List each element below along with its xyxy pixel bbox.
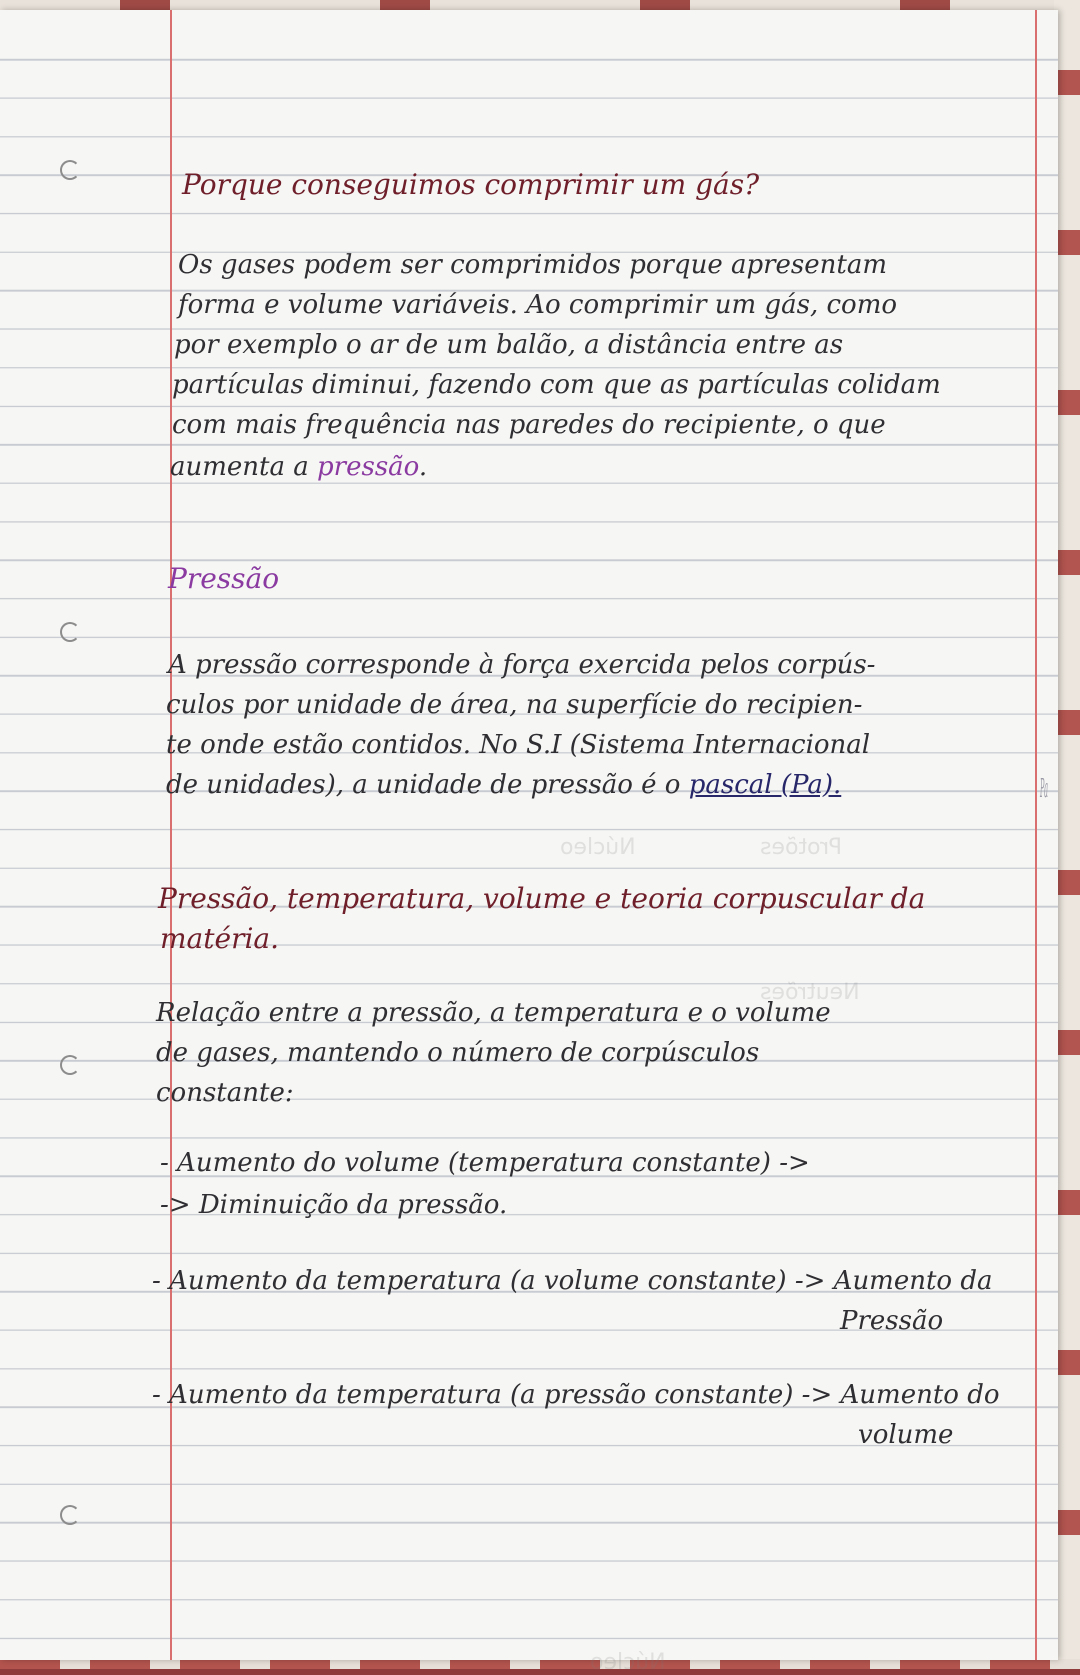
paragraph-line: te onde estão contidos. No S.I (Sistema Internacional	[166, 730, 871, 760]
paragraph-text: de unidades), a unidade de pressão é o	[166, 770, 689, 800]
paragraph-line: forma e volume variáveis. Ao comprimir um gás, como	[178, 290, 897, 320]
paragraph-line: de gases, mantendo o número de corpúsculos	[156, 1038, 760, 1068]
paragraph-line	[166, 770, 841, 800]
paragraph-text: aumenta a	[170, 452, 318, 482]
surface-bottom-edge	[0, 1659, 1080, 1669]
binder-hole	[60, 160, 80, 180]
paragraph-line	[170, 452, 427, 482]
margin-note: Pa	[1040, 774, 1048, 804]
bleed-through-text: Protões	[760, 835, 842, 860]
paragraph-line: constante:	[156, 1078, 294, 1108]
list-item: - Aumento do volume (temperatura constante) ->	[160, 1148, 810, 1178]
section-title: Pressão, temperatura, volume e teoria corpuscular da	[158, 882, 926, 915]
bleed-through-text: Núcleo	[590, 1650, 666, 1675]
bleed-through-text: Núcleo	[560, 835, 636, 860]
list-item: Pressão	[840, 1306, 944, 1336]
binder-hole	[60, 1505, 80, 1525]
bleed-through-text: Neutrões	[760, 980, 860, 1005]
list-item: - Aumento da temperatura (a volume constante) -> Aumento da	[152, 1266, 993, 1296]
paragraph-text: .	[418, 452, 428, 482]
section-title: Pressão	[168, 562, 280, 595]
highlighted-term: pressão	[317, 452, 419, 482]
left-margin-line	[170, 10, 172, 1660]
list-item: - Aumento da temperatura (a pressão constante) -> Aumento do	[152, 1380, 1000, 1410]
list-item: -> Diminuição da pressão.	[160, 1190, 508, 1220]
binder-hole	[60, 622, 80, 642]
section-title: matéria.	[160, 922, 279, 955]
list-item: volume	[858, 1420, 954, 1450]
paragraph-line: com mais frequência nas paredes do recipiente, o que	[172, 410, 886, 440]
paragraph-line: por exemplo o ar de um balão, a distância entre as	[174, 330, 844, 360]
paragraph-line: culos por unidade de área, na superfície do recipien-	[166, 690, 863, 720]
section-title: Porque conseguimos comprimir um gás?	[182, 168, 760, 201]
notebook-page	[0, 10, 1058, 1675]
underlined-term: pascal (Pa).	[688, 770, 842, 800]
paragraph-line: A pressão corresponde à força exercida pelos corpús-	[168, 650, 876, 680]
paragraph-line: Relação entre a pressão, a temperatura e o volume	[156, 998, 831, 1028]
binder-hole	[60, 1055, 80, 1075]
paragraph-line: partículas diminui, fazendo com que as partículas colidam	[172, 370, 941, 400]
paragraph-line: Os gases podem ser comprimidos porque apresentam	[178, 250, 888, 280]
right-margin-line	[1035, 10, 1037, 1660]
